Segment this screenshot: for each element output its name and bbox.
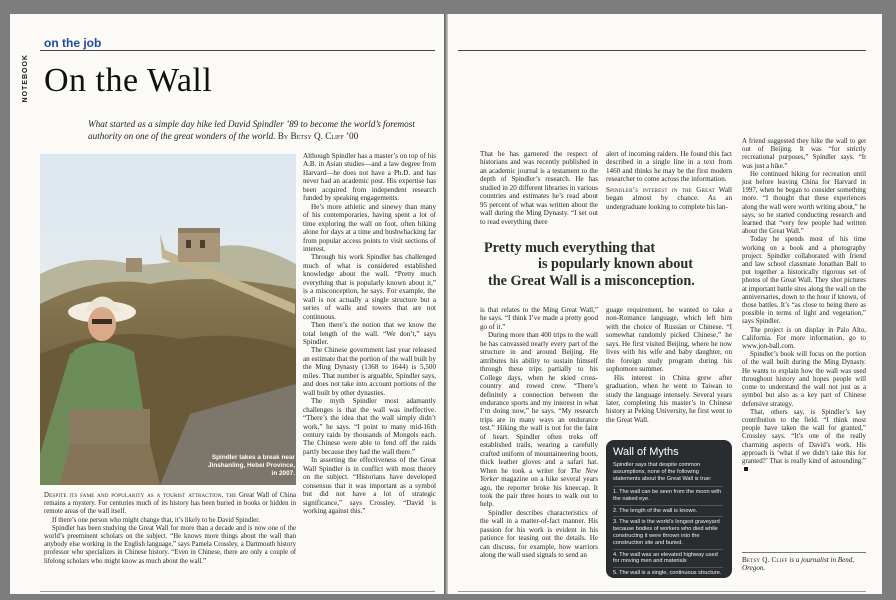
pull-quote — [478, 240, 743, 289]
colB-p7: In asserting the effectiveness of the Great Wall Spindler is in conflict with most theory on the subject. “Historians have developed consensus that it was important as a symbol but did not have a lot of strategic significance,” says Crossley. “David is working against this.” — [303, 456, 436, 516]
myth-item: 5. The wall is a single, continuous structure. — [613, 567, 723, 578]
colD-bottom-p1: guage requirement, he wanted to take a non-Romance language, which left him with the choice of Russian or Chinese. “I somewhat randomly picked Chinese,” he says. He first visited Beijing, where he now lives with his wife and baby daughter, on the foreign study program during his sophomore summer. — [606, 306, 732, 374]
section-label: on the job — [44, 36, 102, 50]
footer-rule-right — [458, 591, 866, 592]
author-note — [742, 556, 866, 573]
colE-p6 — [742, 409, 866, 475]
colB-p1: Although Spindler has a master’s on top of his A.B. in Asian studies—and a law degree from Harvard—he does not have a Ph.D. and has never had an academic post. His expertise has been acquired from independent research funded by speaking engagements. — [303, 152, 436, 203]
left-page — [10, 14, 444, 594]
colA-lead: Despite its fame and popularity as a tourist attraction, the — [44, 492, 237, 499]
column-b — [303, 152, 436, 515]
deck-text: What started as a simple day hike led David Spindler ’89 to become the world’s foremost authority on one of the great wonders of the world. — [88, 119, 415, 141]
sidebar-list — [613, 486, 723, 578]
colC-bottom-p3: Spindler describes characteristics of the wall in a matter-of-fact manner. His passion for his work is evident in his patience for teasing out the details. He can discuss, for example, how warriors along the wall used signals to send an — [480, 508, 598, 560]
colB-p3: Through his work Spindler has challenged much of what is considered established knowledge about the wall. “Pretty much everything that is popularly known about it,” is a misconception, he says. For example, the wall is not actually a single structure but a series of walls and towers that are not continuous. — [303, 253, 436, 321]
colA-p1 — [44, 492, 296, 517]
section-tab: NOTEBOOK — [22, 54, 29, 103]
colD-bottom-p2: His interest in China grew after graduation, when he went to Taiwan to study the language intensely. Several years later, completing his master’s in Chinese history at Peking University, he first went to the Great Wall. — [606, 373, 732, 424]
pull-line-1: Pretty much everything that — [484, 240, 656, 256]
sidebar-wall-of-myths — [606, 440, 732, 578]
author-rest: is a journalist in Bend, Oregon. — [742, 556, 855, 573]
colD-top-p2-rest: Wall began almost by chance. As an undergraduate looking to complete his lan- — [606, 185, 732, 211]
colA-p1-rest: Great Wall of China remains a mystery. For centuries much of its history has been buried in books or hidden in remote areas of the wall itself. — [44, 492, 296, 516]
photo-caption: Spindler takes a break near Jinshanling, Hebei Province, in 2007. — [207, 454, 295, 477]
hero-photo — [40, 154, 296, 485]
colB-p4: Then there’s the notion that we know the total length of the wall. “We don’t,” says Spindler. — [303, 321, 436, 346]
column-d-top — [606, 150, 732, 211]
colC-bottom-p1: is that relates to the Ming Great Wall,” he says. “I think I’ve made a pretty good go of it.” — [480, 306, 598, 331]
colE-p6-text: That, others say, is Spindler’s key contribution to the field. “I think most people have taken the wall for granted,” Crossley says. “It’s one of the really charming aspects of David’s work. His approach is ‘what if we didn’t take this for granted?’ That is really kind of astounding.” — [742, 408, 866, 465]
colC-bottom-p2-end: magazine on a hike several years ago, the reporter broke his kneecap. It took the pair three hours to walk out to help. — [480, 475, 598, 509]
colD-lead: Spindler’s interest in the Great — [606, 185, 715, 194]
colC-top: That he has garnered the respect of historians and was recently published in an academic journal is a testament to the depth of Spindler’s research. He has studied in 20 different libraries in various countries and estimates he’s read about 95 percent of what was written about the wall during the Ming Dynasty. “I set out to read everything there — [480, 150, 598, 226]
pull-line-3: the Great Wall is a misconception. — [488, 272, 695, 289]
colA-p2: If there’s one person who might change that, it’s likely to be David Spindler. — [52, 516, 260, 524]
colB-p5: The Chinese government last year released an estimate that the portion of the wall built by the Ming Dynasty (1368 to 1644) is 5,500 miles. That number is arguable, Spindler says, and does not take into account portions of the wall built by other dynasties. — [303, 346, 436, 397]
colE-p3: Today he spends most of his time working on a book and a photography project. Spindler collaborated with friend and law school classmate Jonathan Ball to put together a historically rigorous set of photos of the Great Wall. They shot pictures at important battle sites along the wall on the anniversaries, down to the hour if known, of those battles. It’s “as close to being there as possible in terms of light and vegetation,” says Spindler. — [742, 236, 867, 326]
colB-p2: He’s more athletic and sinewy than many of his contemporaries, having spent a lot of time exploring the wall on foot, often hiking alone for days at a time and bushwhacking far from popular access points to visit sections of interest. — [303, 202, 436, 253]
top-rule-right — [458, 50, 866, 51]
column-e — [742, 138, 866, 474]
myth-item: 1. The wall can be seen from the moon with the naked eye. — [613, 486, 723, 505]
great-wall-photo — [40, 154, 296, 485]
author-rule — [742, 552, 866, 553]
myth-item: 2. The length of the wall is known. — [613, 505, 723, 517]
end-mark-icon — [744, 467, 748, 471]
author-name: Betsy Q. Cliff — [742, 556, 788, 564]
top-rule — [40, 50, 435, 51]
column-a — [44, 492, 296, 566]
colA-p3: Spindler has been studying the Great Wall for more than a decade and is now one of the world’s preeminent scholars on the subject. “He knows more things about the wall than anybody else working in the English language,” says Pamela Crossley, a Dartmouth history professor who specializes in Chinese history. “Even in Chinese, there are only a couple of lifelong scholars who might know as much about the wall.” — [44, 524, 296, 565]
sidebar-title: Wall of Myths — [613, 446, 679, 458]
column-d-bottom — [606, 306, 732, 424]
myth-item: 3. The wall is the world’s longest graveyard because bodies of workers who died while constructing it were thrown into the construction site and buried. — [613, 516, 723, 548]
colE-p4: The project is on display in Palo Alto, California. For more information, go to www.jon-ball.com. — [742, 326, 866, 351]
colC-bottom-p2-text: During more than 400 trips to the wall he has canvassed nearly every part of the structure in and around Beijing. He attributes his ability to sustain himself through these trips partially to his College days, when he skied cross-country and rowed crew. “There’s definitely a connection between the endurance sports and my interest in what I’m doing now,” he says. “My research trips are in many ways an endurance test.” Hiking the wall is not for the faint of heart. Spindler often treks off established trails, wearing a carefully crafted uniform of mountaineering boots, thick leather gloves and a safari hat. When he took a writer for — [480, 331, 598, 475]
byline: By Betsy Q. Cliff ’00 — [277, 131, 359, 141]
colE-p5: Spindler’s book will focus on the portion of the wall built during the Ming Dynasty. He wants to explain how the wall was used throughout history and hopes people will come to understand the wall not just as a symbol but also as a key part of Chinese defensive strategy. — [742, 351, 866, 408]
article-deck — [88, 118, 438, 142]
colB-p6: The myth Spindler most adamantly challenges is that the wall was ineffective. “There’s the idea that the wall simply didn’t work,” he says. “I point to many mid-16th century raids by thousands of Mongols each. The Chinese were able to fend off the raids partly because they had the wall there.” — [303, 397, 436, 456]
colE-p1: A friend suggested they hike the wall to get out of Beijing. It was “for strictly recreational purposes,” Spindler says. “It was just a hike.” — [742, 138, 866, 170]
myth-item: 4. The wall was an elevated highway used for moving men and materials — [613, 549, 723, 568]
pull-line-2: is popularly known about — [538, 256, 693, 273]
article-title: On the Wall — [44, 62, 213, 99]
colD-top-p2 — [606, 186, 732, 211]
colC-bottom-p2 — [480, 331, 598, 509]
sidebar-intro: Spindler says that despite common assumptions, none of the following statements about the Great Wall is true: — [613, 462, 712, 482]
column-c-top — [480, 150, 598, 226]
footer-rule — [40, 591, 435, 592]
right-page — [448, 14, 882, 594]
colE-p2: He continued hiking for recreation until just before leaving China for Harvard in 1997, when he began to consider something more. “I thought that these experiences along the wall were worth writing about,” he says, so he started conducting research and learned that “very few people had written about the Great Wall.” — [742, 170, 866, 236]
colD-top-p1: alert of incoming raiders. He found this fact described in a single line in a text from 1460 and thinks he may be the first modern researcher to come across the information. — [606, 150, 732, 184]
column-c-bottom — [480, 306, 598, 560]
colC-bottom-p2-italic: The New Yorker — [480, 466, 598, 484]
